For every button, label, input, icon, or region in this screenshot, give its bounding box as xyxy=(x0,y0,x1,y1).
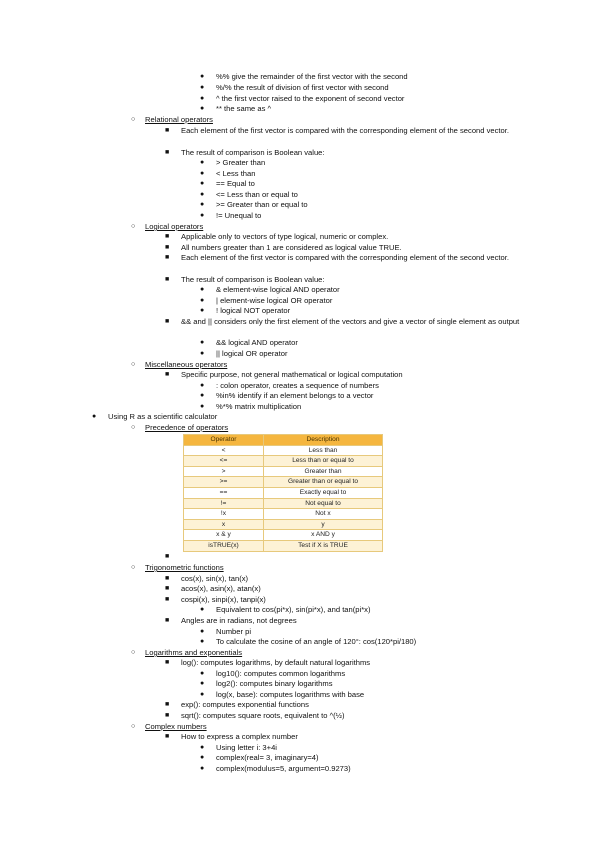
bullet: ○ xyxy=(131,361,136,368)
bullet: ● xyxy=(200,95,205,102)
bullet: ● xyxy=(200,670,205,677)
section-title-logical: Logical operators xyxy=(145,222,204,231)
bullet: ● xyxy=(200,212,205,219)
bullet: ■ xyxy=(165,318,170,325)
bullet: ○ xyxy=(131,424,136,431)
table-cell: Greater than xyxy=(264,466,383,477)
list-item: %% give the remainder of the first vector with the second xyxy=(216,72,408,81)
bullet: ○ xyxy=(131,223,136,230)
list-item: %in% identify if an element belongs to a vector xyxy=(216,391,374,400)
list-item: || logical OR operator xyxy=(216,349,288,358)
bullet: ● xyxy=(200,403,205,410)
table-cell: >= xyxy=(184,477,264,488)
bullet: ● xyxy=(200,691,205,698)
section-title-complex: Complex numbers xyxy=(145,722,207,731)
bullet: ● xyxy=(200,297,205,304)
table-cell: != xyxy=(184,498,264,509)
table-cell: isTRUE(x) xyxy=(184,540,264,551)
bullet: ■ xyxy=(165,553,170,560)
list-item: log(x, base): computes logarithms with base xyxy=(216,690,365,699)
list-item: Specific purpose, not general mathematical or logical computation xyxy=(181,370,403,379)
section-title-log: Logarithms and exponentials xyxy=(145,648,243,657)
section-title-misc: Miscellaneous operators xyxy=(145,360,228,369)
table-row xyxy=(184,466,383,477)
precedence-table xyxy=(183,434,383,552)
bullet: ■ xyxy=(165,596,170,603)
bullet: ● xyxy=(200,73,205,80)
table-cell: x xyxy=(184,519,264,530)
list-item: && and || considers only the first element of the vectors and give a vector of single element as output xyxy=(181,317,520,326)
bullet: ○ xyxy=(131,649,136,656)
bullet: ■ xyxy=(165,233,170,240)
table-cell: Less than or equal to xyxy=(264,456,383,467)
table-row xyxy=(184,477,383,488)
bullet: ■ xyxy=(165,371,170,378)
list-item: Applicable only to vectors of type logical, numeric or complex. xyxy=(181,232,389,241)
list-item: Number pi xyxy=(216,627,252,636)
list-item: acos(x), asin(x), atan(x) xyxy=(181,584,261,593)
section-title-precedence: Precedence of operators xyxy=(145,423,229,432)
bullet: ■ xyxy=(165,585,170,592)
table-cell: < xyxy=(184,445,264,456)
list-item: ^ the first vector raised to the exponent of second vector xyxy=(216,94,405,103)
table-header: Description xyxy=(264,435,383,446)
table-cell: x AND y xyxy=(264,530,383,541)
list-item: > Greater than xyxy=(216,158,266,167)
list-item: log10(): computes common logarithms xyxy=(216,669,346,678)
table-row xyxy=(184,519,383,530)
table-row xyxy=(184,456,383,467)
bullet: ■ xyxy=(165,127,170,134)
bullet: ● xyxy=(200,638,205,645)
section-title-relational: Relational operators xyxy=(145,115,213,124)
section-title-trig: Trigonometric functions xyxy=(145,563,224,572)
list-item: exp(): computes exponential functions xyxy=(181,700,309,709)
list-item: Equivalent to cos(pi*x), sin(pi*x), and tan(pi*x) xyxy=(216,605,371,614)
list-item: The result of comparison is Boolean value: xyxy=(181,148,325,157)
bullet: ■ xyxy=(165,254,170,261)
bullet: ■ xyxy=(165,617,170,624)
bullet: ○ xyxy=(131,116,136,123)
list-item: ! logical NOT operator xyxy=(216,306,291,315)
bullet: ■ xyxy=(165,244,170,251)
list-item: How to express a complex number xyxy=(181,732,298,741)
list-item: Using letter i: 3+4i xyxy=(216,743,277,752)
bullet: ● xyxy=(200,84,205,91)
bullet: ● xyxy=(200,628,205,635)
table-cell: Not x xyxy=(264,509,383,520)
bullet: ■ xyxy=(165,149,170,156)
bullet: ● xyxy=(200,392,205,399)
list-item: Each element of the first vector is compared with the corresponding element of the second vector. xyxy=(181,253,509,262)
table-row xyxy=(184,509,383,520)
bullet: ● xyxy=(200,606,205,613)
list-item: != Unequal to xyxy=(216,211,262,220)
bullet: ● xyxy=(200,382,205,389)
bullet: ● xyxy=(200,170,205,177)
list-item: Angles are in radians, not degrees xyxy=(181,616,297,625)
bullet: ● xyxy=(200,191,205,198)
list-item: All numbers greater than 1 are considered as logical value TRUE. xyxy=(181,243,402,252)
bullet: ● xyxy=(200,159,205,166)
table-cell: y xyxy=(264,519,383,530)
bullet: ■ xyxy=(165,712,170,719)
bullet: ● xyxy=(92,413,97,420)
bullet: ● xyxy=(200,180,205,187)
list-item: < Less than xyxy=(216,169,256,178)
list-item: && logical AND operator xyxy=(216,338,298,347)
table-row xyxy=(184,487,383,498)
list-item: complex(modulus=5, argument=0.9273) xyxy=(216,764,351,773)
bullet: ● xyxy=(200,744,205,751)
bullet: ● xyxy=(200,339,205,346)
list-item: : colon operator, creates a sequence of numbers xyxy=(216,381,379,390)
list-item: >= Greater than or equal to xyxy=(216,200,308,209)
table-header: Operator xyxy=(184,435,264,446)
table-cell: Greater than or equal to xyxy=(264,477,383,488)
bullet: ● xyxy=(200,350,205,357)
list-item: cospi(x), sinpi(x), tanpi(x) xyxy=(181,595,266,604)
table-cell: Not equal to xyxy=(264,498,383,509)
list-item: To calculate the cosine of an angle of 120°: cos(120*pi/180) xyxy=(216,637,417,646)
list-item: | element-wise logical OR operator xyxy=(216,296,333,305)
table-cell: > xyxy=(184,466,264,477)
table-cell: x & y xyxy=(184,530,264,541)
list-item: cos(x), sin(x), tan(x) xyxy=(181,574,249,583)
section-title-calculator: Using R as a scientific calculator xyxy=(108,412,218,421)
bullet: ■ xyxy=(165,276,170,283)
list-item: The result of comparison is Boolean value: xyxy=(181,275,325,284)
bullet: ● xyxy=(200,680,205,687)
list-item: %*% matrix multiplication xyxy=(216,402,302,411)
bullet: ○ xyxy=(131,564,136,571)
list-item: & element-wise logical AND operator xyxy=(216,285,340,294)
table-cell: <= xyxy=(184,456,264,467)
table-row xyxy=(184,540,383,551)
bullet: ● xyxy=(200,105,205,112)
table-cell: Exactly equal to xyxy=(264,487,383,498)
list-item: %/% the result of division of first vector with second xyxy=(216,83,389,92)
bullet: ■ xyxy=(165,575,170,582)
list-item: == Equal to xyxy=(216,179,255,188)
list-item: sqrt(): computes square roots, equivalent to ^(½) xyxy=(181,711,345,720)
bullet: ■ xyxy=(165,659,170,666)
table-row xyxy=(184,498,383,509)
bullet: ● xyxy=(200,307,205,314)
list-item: ** the same as ^ xyxy=(216,104,272,113)
bullet: ● xyxy=(200,754,205,761)
list-item: Each element of the first vector is compared with the corresponding element of the second vector. xyxy=(181,126,509,135)
bullet: ● xyxy=(200,286,205,293)
bullet: ■ xyxy=(165,733,170,740)
table-header-row xyxy=(184,435,383,446)
bullet: ● xyxy=(200,201,205,208)
table-cell: == xyxy=(184,487,264,498)
table-cell: Test if X is TRUE xyxy=(264,540,383,551)
table-cell: !x xyxy=(184,509,264,520)
list-item: complex(real= 3, imaginary=4) xyxy=(216,753,319,762)
table-row xyxy=(184,445,383,456)
list-item: <= Less than or equal to xyxy=(216,190,298,199)
bullet: ■ xyxy=(165,701,170,708)
table-cell: Less than xyxy=(264,445,383,456)
list-item: log2(): computes binary logarithms xyxy=(216,679,333,688)
table-row xyxy=(184,530,383,541)
bullet: ○ xyxy=(131,723,136,730)
bullet: ● xyxy=(200,765,205,772)
list-item: log(): computes logarithms, by default natural logarithms xyxy=(181,658,371,667)
